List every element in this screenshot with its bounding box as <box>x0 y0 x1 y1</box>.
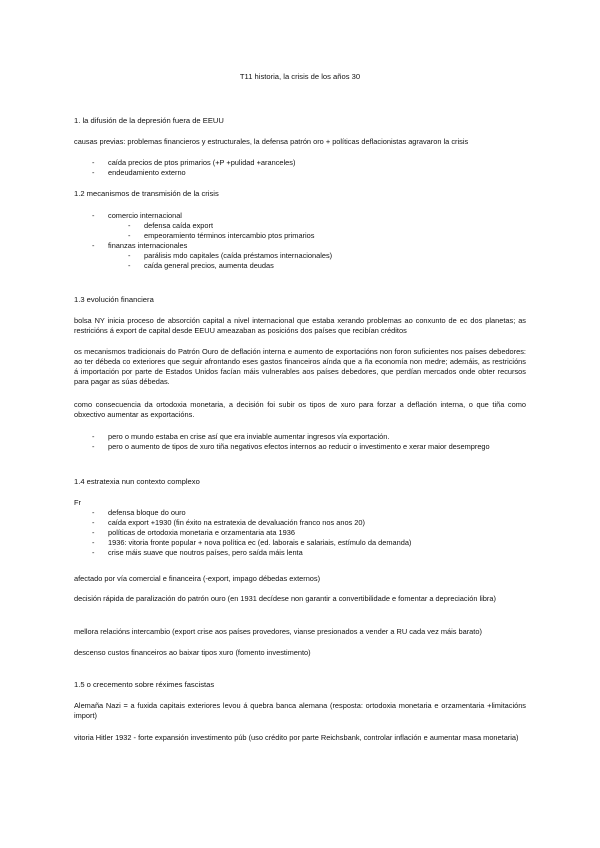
section-5-heading: 1.5 o crecemento sobre réximes fascistas <box>74 680 215 689</box>
section-4-heading: 1.4 estratexia nun contexto complexo <box>74 477 200 486</box>
section-2-list <box>74 211 526 271</box>
section-4-paragraph-4 <box>74 648 526 658</box>
section-3-heading: 1.3 evolución financiera <box>74 295 154 304</box>
section-3-list <box>74 432 526 452</box>
paragraph-text: bolsa NY inicia proceso de absorción capital a nivel internacional que estaba xerando problemas ao conxunto de ec dos planetas; as restricións á export de capital desde EEUU ameazaban as posicións dos países que recibían créditos <box>74 316 526 335</box>
paragraph-text: vitoria Hitler 1932 - forte expansión investimento púb (uso crédito por parte Reichsbank, controlar inflación e aumentar masa monetaria) <box>74 733 519 742</box>
list-item: - endeudamiento externo <box>74 168 526 178</box>
paragraph-text: como consecuencia da ortodoxia monetaria, a decisión foi subir os tipos de xuro para forzar a deflación interna, o que tiña como obxectivo aumentar as exportacións. <box>74 400 526 419</box>
list-item: - pero o mundo estaba en crise así que era inviable aumentar ingresos vía exportación. <box>74 432 526 442</box>
list-item: - caída export +1930 (fin éxito na estratexia de devaluación franco nos anos 20) <box>74 518 526 528</box>
list-item-label: comercio internacional <box>108 211 182 220</box>
list-item: - crise máis suave que noutros países, pero saída máis lenta <box>74 548 526 558</box>
list-item: - caída precios de ptos primarios (+P +pulidad +aranceles) <box>74 158 526 168</box>
paragraph-text: mellora relacións intercambio (export crise aos países provedores, vianse presionados a vender a RU cada vez máis barato) <box>74 627 482 636</box>
paragraph-text: Alemaña Nazi = a fuxida capitais exteriores levou á quebra banca alemana (resposta: ortodoxia monetaria e orzamentaria +limitacións import) <box>74 701 526 720</box>
paragraph-text: os mecanismos tradicionais do Patrón Ouro de deflación interna e aumento de exportacións non foron suficientes nos países debedores: ao ter débeda co exteriores que seguir afrontando eses gastos financeiros aínda que a ña economía non medre; ademáis, as restricións á importación por parte de Estados Unidos facían máis vulnerables aos países debedores, que perdían mercados onde obter recursos para pagar as súas débedas. <box>74 347 526 386</box>
section-2-heading: 1.2 mecanismos de transmisión de la crisis <box>74 189 219 198</box>
list-item: - defensa bloque do ouro <box>74 508 526 518</box>
sub-list-item: - empeoramiento términos intercambio ptos primarios <box>108 231 526 241</box>
list-item-label: finanzas internacionales <box>108 241 188 250</box>
sub-list-item: - caída general precios, aumenta deudas <box>108 261 526 271</box>
section-1-intro-text: causas previas: problemas financieros y estructurales, la defensa patrón oro + políticas deflacionistas agravaron la crisis <box>74 137 469 146</box>
sub-list-item: - defensa caída export <box>108 221 526 231</box>
section-1-heading: 1. la difusión de la depresión fuera de EEUU <box>74 116 224 125</box>
section-3-paragraph-1 <box>74 316 526 336</box>
section-5-paragraph-1 <box>74 701 526 721</box>
list-item: - políticas de ortodoxia monetaria e orzamentaria ata 1936 <box>74 528 526 538</box>
section-4-paragraph-1 <box>74 574 526 584</box>
section-1-intro <box>74 137 526 147</box>
section-3-paragraph-3 <box>74 400 526 420</box>
paragraph-text: descenso custos financeiros ao baixar tipos xuro (fomento investimento) <box>74 648 311 657</box>
list-item <box>74 211 526 241</box>
document-title: T11 historia, la crisis de los años 30 <box>239 72 361 81</box>
paragraph-text: afectado por vía comercial e financeira (-export, impago débedas externos) <box>74 574 321 583</box>
paragraph-text: decisión rápida de paralización do patrón ouro (en 1931 decídese non garantir a convertibilidade e fomentar a depreciación libra) <box>74 594 496 603</box>
section-4-list <box>74 508 526 558</box>
section-4-label: Fr <box>74 498 81 507</box>
section-5-paragraph-2 <box>74 733 526 743</box>
section-3-paragraph-2 <box>74 347 526 387</box>
section-4-paragraph-2 <box>74 594 526 604</box>
section-1-list <box>74 158 526 178</box>
section-4-paragraph-3 <box>74 627 526 637</box>
sub-list-item: - parálisis mdo capitales (caída préstamos internacionales) <box>108 251 526 261</box>
list-item <box>74 241 526 271</box>
list-item: - pero o aumento de tipos de xuro tiña negativos efectos internos ao reducir o investimento e xerar maior desemprego <box>74 442 526 452</box>
list-item: - 1936: vitoria fronte popular + nova política ec (ed. laborais e salariais, estímulo da demanda) <box>74 538 526 548</box>
